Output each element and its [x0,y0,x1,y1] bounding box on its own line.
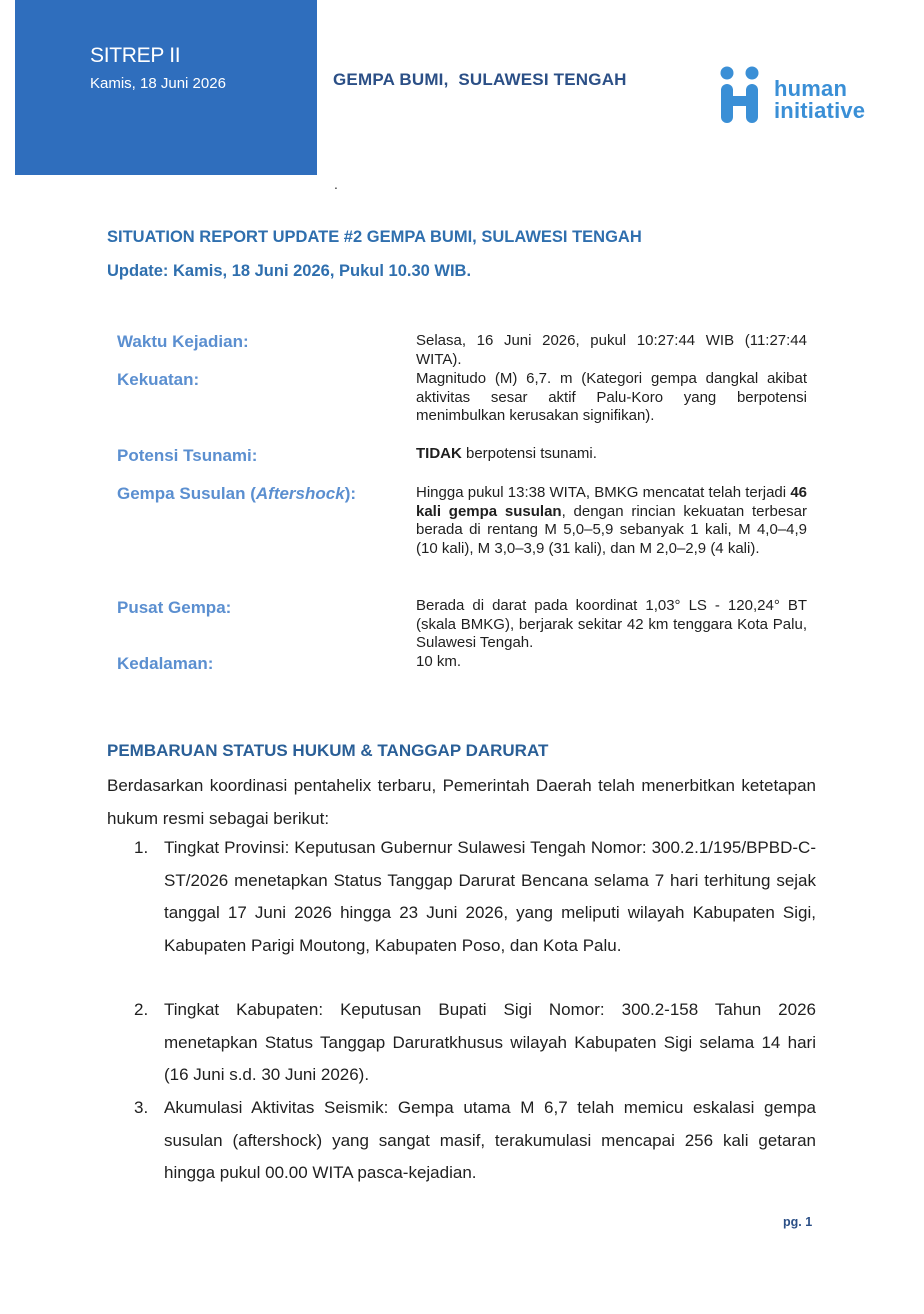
label-kedalaman: Kedalaman: [117,654,214,673]
label-tsunami: Potensi Tsunami: [117,446,258,465]
section-intro: Berdasarkan koordinasi pentahelix terbaru, Pemerintah Daerah telah menerbitkan ketetapan hukum resmi sebagai berikut: [107,776,816,828]
list-item-text: Tingkat Kabupaten: Keputusan Bupati Sigi Nomor: 300.2-158 Tahun 2026 menetapkan Status Tanggap Daruratkhusus wilayah Kabupaten Sigi selama 14 hari (16 Juni s.d. 30 Juni 2026). [164,1000,816,1084]
label-pusat: Pusat Gempa: [117,598,232,617]
header-date: Kamis, 18 Juni 2026 [90,75,226,92]
human-initiative-logo-icon [718,64,770,126]
section-title: PEMBARUAN STATUS HUKUM & TANGGAP DARURAT [107,741,549,760]
page-number: pg. 1 [783,1215,813,1229]
label-susulan [117,484,356,504]
value-tsunami [416,445,807,464]
event-title: GEMPA BUMI, SULAWESI TENGAH [333,70,627,89]
susulan-pre: Hingga pukul 13:38 WITA, BMKG mencatat telah terjadi [416,484,791,501]
value-susulan [416,484,807,558]
tsunami-rest: berpotensi tsunami. [461,445,597,462]
label-waktu: Waktu Kejadian: [117,332,249,351]
label-kekuatan: Kekuatan: [117,370,200,389]
doc-type: SITREP II [90,44,181,67]
susulan-label-pre: Gempa Susulan ( [117,484,256,503]
tsunami-bold: TIDAK [416,445,462,462]
list-item-number: 2. [134,1000,149,1019]
susulan-post: , dengan rincian kekuatan terbesar berada di rentang M 5,0–5,9 sebanyak 1 kali, M 4,0–4,9 (10 kali), M 3,0–3,9 (31 kali), dan M 2,0–2,9 (4 kali). [416,502,807,557]
list-item-text: Akumulasi Aktivitas Seismik: Gempa utama M 6,7 telah memicu eskalasi gempa susulan (aftershock) yang sangat masif, terakumulasi mencapai 256 kali getaran hingga pukul 00.00 WITA pasca-kejadian. [164,1098,816,1182]
logo-line-2: initiative [774,98,866,123]
value-pusat: Berada di darat pada koordinat 1,03° LS - 120,24° BT (skala BMKG), berjarak sekitar 42 km tenggara Kota Palu, Sulawesi Tengah. [416,597,807,651]
susulan-label-post: ): [344,484,357,503]
susulan-label-italic: Aftershock [255,484,345,503]
logo-line-1: human [774,76,848,101]
list-item-number: 3. [134,1098,149,1117]
list-item-number: 1. [134,838,149,857]
list-item-text: Tingkat Provinsi: Keputusan Gubernur Sulawesi Tengah Nomor: 300.2.1/195/BPBD-C-ST/2026 menetapkan Status Tanggap Darurat Bencana selama 7 hari terhitung sejak tanggal 17 Juni 2026 hingga 23 Juni 2026, yang meliputi wilayah Kabupaten Sigi, Kabupaten Parigi Moutong, Kabupaten Poso, dan Kota Palu. [164,838,816,955]
value-waktu: Selasa, 16 Juni 2026, pukul 10:27:44 WIB (11:27:44 WITA). [416,332,807,368]
stray-mark: . [334,176,338,192]
logo-wordmark [774,78,865,122]
report-title: SITUATION REPORT UPDATE #2 GEMPA BUMI, SULAWESI TENGAH [107,228,642,246]
value-kekuatan: Magnitudo (M) 6,7. m (Kategori gempa dangkal akibat aktivitas sesar aktif Palu-Koro yang berpotensi menimbulkan kerusakan signifikan). [416,370,807,424]
susulan-bold: 46 kali gempa susulan [416,484,807,520]
report-update: Update: Kamis, 18 Juni 2026, Pukul 10.30 WIB. [107,262,472,280]
value-kedalaman: 10 km. [416,653,462,670]
